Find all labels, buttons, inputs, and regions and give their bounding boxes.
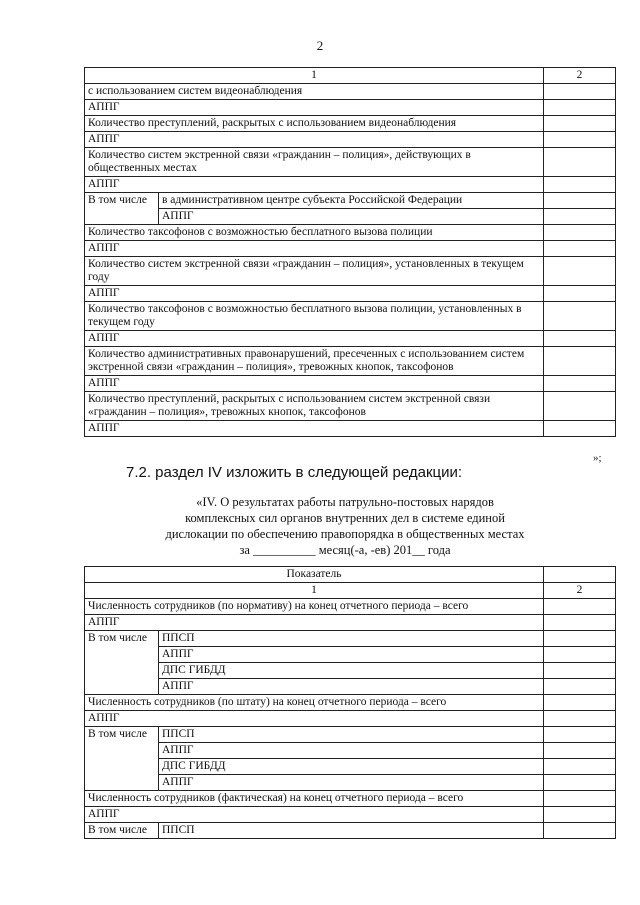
table-row [85, 759, 616, 775]
table-row [85, 599, 616, 615]
column-header: 2 [544, 583, 616, 599]
value-cell [544, 727, 616, 743]
indicator-cell: ППСП [159, 631, 544, 647]
indicator-cell: с использованием систем видеонаблюдения [85, 84, 544, 100]
value-cell [544, 376, 616, 392]
indicator-cell: Численность сотрудников (по штату) на конец отчетного периода – всего [85, 695, 544, 711]
indicator-cell: Количество преступлений, раскрытых с использованием систем экстренной связи «гражданин – полиция», тревожных кнопок, таксофонов [85, 392, 544, 421]
table-row [85, 100, 616, 116]
value-cell [544, 116, 616, 132]
value-cell [544, 679, 616, 695]
indicator-cell: АППГ [85, 711, 544, 727]
table-row [85, 743, 616, 759]
indicator-cell: Количество систем экстренной связи «гражданин – полиция», действующих в общественных местах [85, 148, 544, 177]
value-cell [544, 631, 616, 647]
subtitle-line: за __________ месяц(-а, -ев) 201__ года [239, 543, 451, 557]
value-cell [544, 599, 616, 615]
table-row [85, 193, 616, 209]
table-row [85, 302, 616, 331]
including-label: В том числе [85, 193, 159, 225]
indicator-cell: АППГ [159, 743, 544, 759]
value-cell [544, 177, 616, 193]
value-cell [544, 225, 616, 241]
value-cell [544, 759, 616, 775]
value-cell [544, 84, 616, 100]
table-row [85, 695, 616, 711]
subtitle-line: комплексных сил органов внутренних дел в системе единой [185, 511, 505, 525]
indicator-cell: ДПС ГИБДД [159, 663, 544, 679]
statistics-table-continued [84, 67, 616, 437]
table-row [85, 647, 616, 663]
value-cell [544, 743, 616, 759]
section-heading: 7.2. раздел IV изложить в следующей редакции: [126, 464, 463, 481]
indicator-cell: ППСП [159, 727, 544, 743]
column-header: 1 [85, 68, 544, 84]
indicator-cell: в административном центре субъекта Российской Федерации [159, 193, 544, 209]
subtitle-line: дислокации по обеспечению правопорядка в общественных местах [165, 527, 525, 541]
table-row [85, 177, 616, 193]
indicator-cell: АППГ [85, 421, 544, 437]
value-cell [544, 615, 616, 631]
table-row [85, 241, 616, 257]
indicator-cell: Количество таксофонов с возможностью бесплатного вызова полиции [85, 225, 544, 241]
indicator-cell: АППГ [159, 209, 544, 225]
indicator-cell: АППГ [85, 807, 544, 823]
value-cell [544, 148, 616, 177]
value-cell [544, 286, 616, 302]
table-row [85, 775, 616, 791]
table-row [85, 807, 616, 823]
section-subtitle [150, 494, 540, 558]
value-cell [544, 392, 616, 421]
table-row [85, 376, 616, 392]
value-cell [544, 775, 616, 791]
indicator-title: Показатель [85, 567, 544, 583]
value-cell [544, 100, 616, 116]
table-row [85, 631, 616, 647]
indicator-cell: АППГ [85, 177, 544, 193]
indicator-cell: АППГ [85, 132, 544, 148]
table-header-row [85, 68, 616, 84]
table-title-row [85, 567, 616, 583]
table-row [85, 823, 616, 839]
table-row [85, 711, 616, 727]
indicator-cell: АППГ [85, 331, 544, 347]
indicator-cell: Количество таксофонов с возможностью бесплатного вызова полиции, установленных в текущем году [85, 302, 544, 331]
value-cell [544, 647, 616, 663]
indicator-cell: Численность сотрудников (по нормативу) на конец отчетного периода – всего [85, 599, 544, 615]
indicator-cell: АППГ [85, 615, 544, 631]
subtitle-line: «IV. О результатах работы патрульно-постовых нарядов [196, 495, 494, 509]
table-row [85, 421, 616, 437]
table-row [85, 615, 616, 631]
indicator-cell: АППГ [85, 241, 544, 257]
value-cell [544, 132, 616, 148]
value-cell [544, 695, 616, 711]
page-number: 2 [316, 38, 324, 53]
table-row [85, 132, 616, 148]
indicator-cell: АППГ [85, 286, 544, 302]
table-row [85, 257, 616, 286]
value-cell [544, 347, 616, 376]
value-cell [544, 791, 616, 807]
including-label: В том числе [85, 727, 159, 791]
indicator-cell: АППГ [85, 376, 544, 392]
table-row [85, 727, 616, 743]
indicator-cell: Количество систем экстренной связи «гражданин – полиция», установленных в текущем году [85, 257, 544, 286]
closing-quote-mark: »; [593, 452, 602, 464]
value-cell [544, 193, 616, 209]
table-row [85, 392, 616, 421]
table-row [85, 286, 616, 302]
including-label: В том числе [85, 823, 159, 839]
table-row [85, 209, 616, 225]
indicator-cell: ППСП [159, 823, 544, 839]
table-row [85, 347, 616, 376]
indicator-cell: АППГ [85, 100, 544, 116]
table-row [85, 791, 616, 807]
table-row [85, 225, 616, 241]
value-cell [544, 567, 616, 583]
value-cell [544, 331, 616, 347]
table-row [85, 116, 616, 132]
value-cell [544, 302, 616, 331]
value-cell [544, 421, 616, 437]
table-row [85, 679, 616, 695]
column-header: 2 [544, 68, 616, 84]
table-row [85, 148, 616, 177]
indicator-cell: АППГ [159, 775, 544, 791]
indicator-cell: Количество преступлений, раскрытых с использованием видеонаблюдения [85, 116, 544, 132]
value-cell [544, 711, 616, 727]
indicator-cell: АППГ [159, 679, 544, 695]
indicator-cell: АППГ [159, 647, 544, 663]
value-cell [544, 823, 616, 839]
table-row [85, 663, 616, 679]
patrol-units-table [84, 566, 616, 839]
column-header: 1 [85, 583, 544, 599]
value-cell [544, 209, 616, 225]
value-cell [544, 807, 616, 823]
indicator-cell: Количество административных правонарушений, пресеченных с использованием систем экстренной связи «гражданин – полиция», тревожных кнопок, таксофонов [85, 347, 544, 376]
table-row [85, 84, 616, 100]
including-label: В том числе [85, 631, 159, 695]
table-header-row [85, 583, 616, 599]
value-cell [544, 257, 616, 286]
value-cell [544, 241, 616, 257]
value-cell [544, 663, 616, 679]
indicator-cell: ДПС ГИБДД [159, 759, 544, 775]
indicator-cell: Численность сотрудников (фактическая) на конец отчетного периода – всего [85, 791, 544, 807]
table-row [85, 331, 616, 347]
